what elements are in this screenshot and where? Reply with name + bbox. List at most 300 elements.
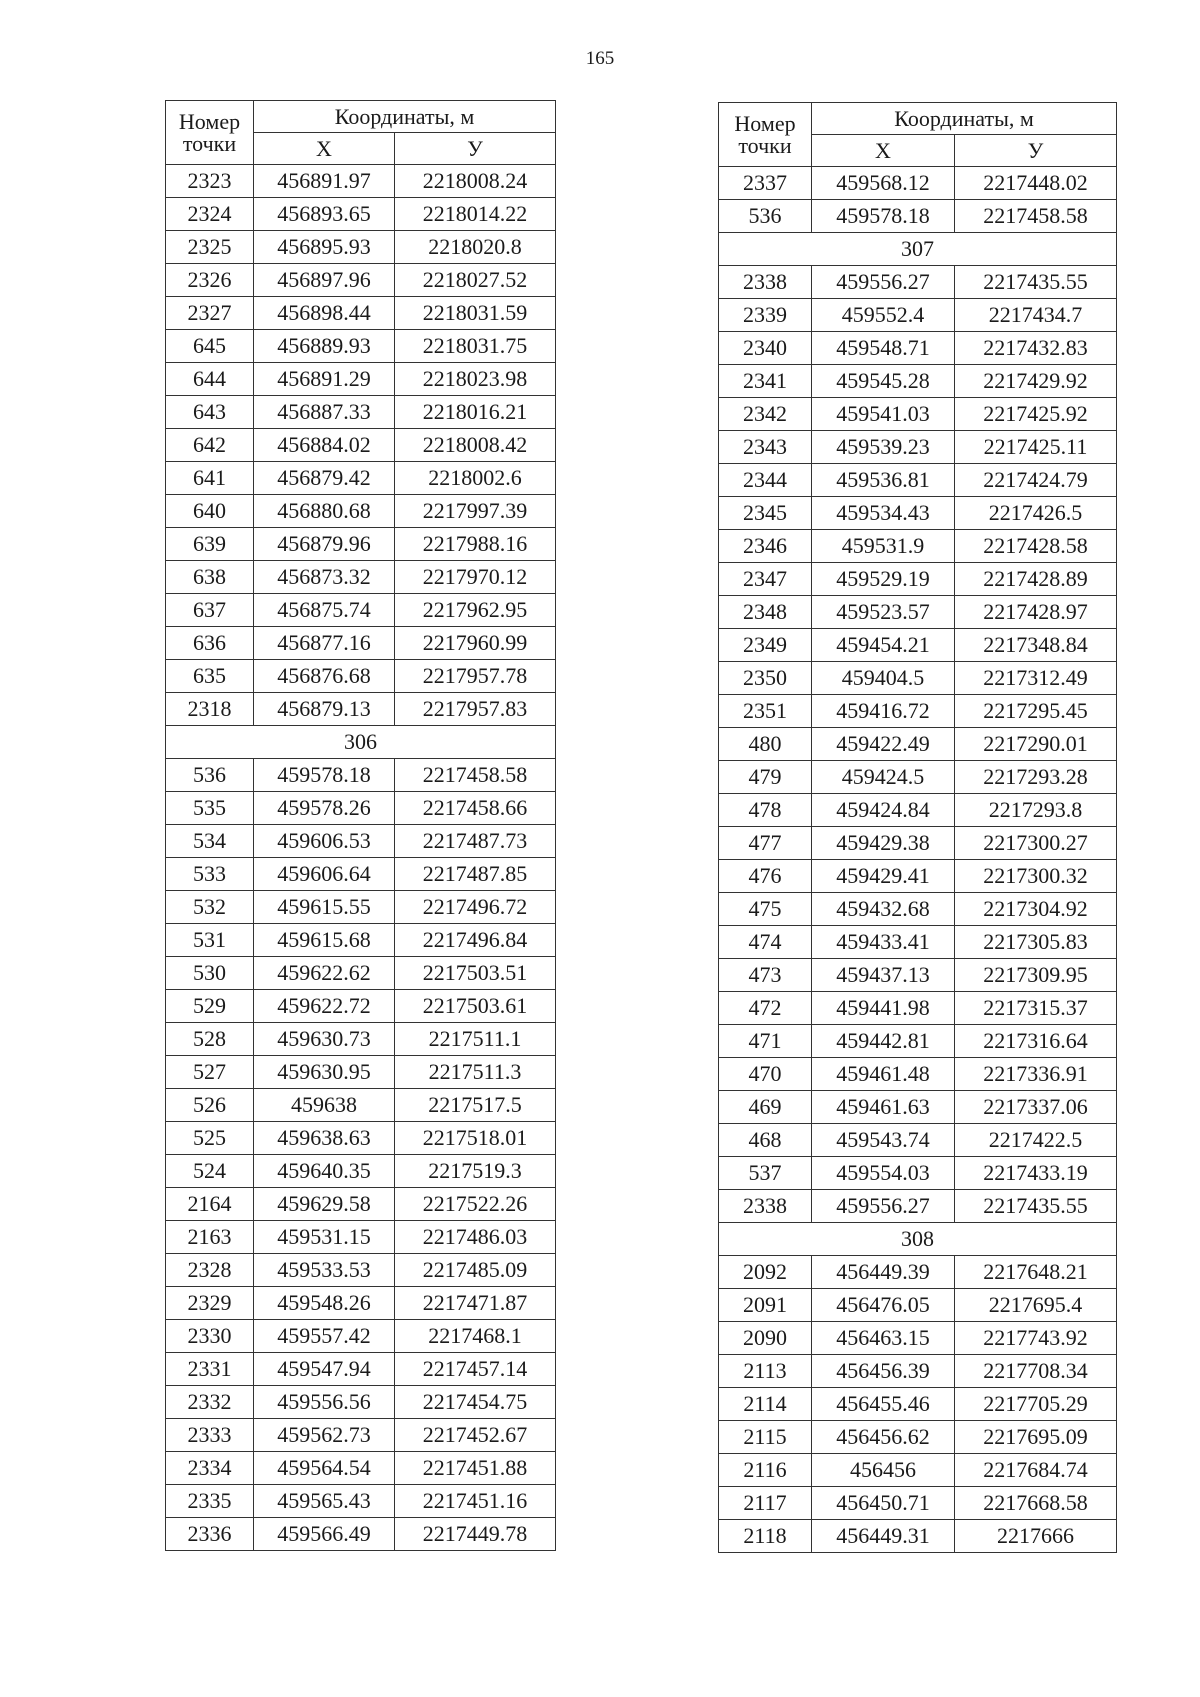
table-row [166,1056,556,1089]
table-row [166,594,556,627]
x-coordinate-cell: 456876.68 [254,660,395,693]
x-coordinate-cell: 459404.5 [812,662,955,695]
point-number-cell: 529 [166,990,254,1023]
y-coordinate-cell: 2218008.24 [395,165,556,198]
x-coordinate-cell: 456456.62 [812,1421,955,1454]
y-header: У [395,133,556,165]
x-coordinate-cell: 459432.68 [812,893,955,926]
table-row [166,231,556,264]
point-number-cell: 2323 [166,165,254,198]
table-row [719,1421,1117,1454]
table-row [166,1254,556,1287]
x-coordinate-cell: 459536.81 [812,464,955,497]
y-coordinate-cell: 2218031.59 [395,297,556,330]
y-coordinate-cell: 2217435.55 [955,266,1117,299]
x-coordinate-cell: 459441.98 [812,992,955,1025]
section-row [166,726,556,759]
point-number-cell: 2348 [719,596,812,629]
table-row [719,266,1117,299]
x-coordinate-cell: 459539.23 [812,431,955,464]
y-coordinate-cell: 2217316.64 [955,1025,1117,1058]
table-row [166,1023,556,1056]
x-coordinate-cell: 459578.26 [254,792,395,825]
x-coordinate-cell: 456880.68 [254,495,395,528]
point-number-cell: 2337 [719,167,812,200]
x-coordinate-cell: 459606.64 [254,858,395,891]
point-number-cell: 638 [166,561,254,594]
x-coordinate-cell: 459543.74 [812,1124,955,1157]
x-coordinate-cell: 456895.93 [254,231,395,264]
table-row [166,165,556,198]
point-number-cell: 2114 [719,1388,812,1421]
table-row [719,1355,1117,1388]
table-row [166,957,556,990]
table-row [719,1025,1117,1058]
y-coordinate-cell: 2217487.85 [395,858,556,891]
point-number-cell: 2113 [719,1355,812,1388]
x-coordinate-cell: 456891.29 [254,363,395,396]
point-number-cell: 2341 [719,365,812,398]
point-number-cell: 2331 [166,1353,254,1386]
point-header-line2: точки [738,132,792,158]
y-coordinate-cell: 2217486.03 [395,1221,556,1254]
x-coordinate-cell: 459433.41 [812,926,955,959]
point-number-cell: 532 [166,891,254,924]
point-number-cell: 2325 [166,231,254,264]
point-number-cell: 525 [166,1122,254,1155]
point-number-cell: 644 [166,363,254,396]
point-number-cell: 2339 [719,299,812,332]
x-coordinate-cell: 456887.33 [254,396,395,429]
y-coordinate-cell: 2217432.83 [955,332,1117,365]
y-coordinate-cell: 2217960.99 [395,627,556,660]
table-row [719,860,1117,893]
y-coordinate-cell: 2218008.42 [395,429,556,462]
x-coordinate-cell: 459541.03 [812,398,955,431]
point-number-cell: 469 [719,1091,812,1124]
x-coordinate-cell: 456455.46 [812,1388,955,1421]
point-number-header [719,103,812,167]
y-coordinate-cell: 2217519.3 [395,1155,556,1188]
table-row [166,792,556,825]
y-coordinate-cell: 2217452.67 [395,1419,556,1452]
x-coordinate-cell: 456893.65 [254,198,395,231]
y-coordinate-cell: 2217305.83 [955,926,1117,959]
y-coordinate-cell: 2217454.75 [395,1386,556,1419]
table-row [166,396,556,429]
point-number-cell: 477 [719,827,812,860]
table-row [166,1122,556,1155]
table-row [166,1155,556,1188]
x-coordinate-cell: 456889.93 [254,330,395,363]
point-number-cell: 2092 [719,1256,812,1289]
y-coordinate-cell: 2217451.16 [395,1485,556,1518]
point-number-header [166,101,254,165]
y-coordinate-cell: 2217300.27 [955,827,1117,860]
point-number-cell: 524 [166,1155,254,1188]
point-number-cell: 640 [166,495,254,528]
x-coordinate-cell: 456879.13 [254,693,395,726]
point-number-cell: 468 [719,1124,812,1157]
point-number-cell: 2090 [719,1322,812,1355]
point-number-cell: 641 [166,462,254,495]
table-row [166,660,556,693]
point-number-cell: 2118 [719,1520,812,1553]
table-row [719,728,1117,761]
x-coordinate-cell: 459534.43 [812,497,955,530]
point-number-cell: 2329 [166,1287,254,1320]
section-label: 306 [166,726,556,759]
y-coordinate-cell: 2217300.32 [955,860,1117,893]
x-coordinate-cell: 456456.39 [812,1355,955,1388]
y-coordinate-cell: 2218027.52 [395,264,556,297]
table-row [719,563,1117,596]
table-row [719,431,1117,464]
table-row [166,429,556,462]
table-row [719,827,1117,860]
y-coordinate-cell: 2217295.45 [955,695,1117,728]
section-row [719,233,1117,266]
point-number-cell: 2346 [719,530,812,563]
table-row [719,1388,1117,1421]
y-coordinate-cell: 2217293.8 [955,794,1117,827]
y-coordinate-cell: 2217705.29 [955,1388,1117,1421]
section-row [719,1223,1117,1256]
table-row [719,1124,1117,1157]
point-number-cell: 645 [166,330,254,363]
table-row [719,200,1117,233]
point-number-cell: 636 [166,627,254,660]
point-header-line1: Номер [178,108,241,134]
y-coordinate-cell: 2217496.72 [395,891,556,924]
table-row [166,759,556,792]
x-coordinate-cell: 459529.19 [812,563,955,596]
point-number-cell: 473 [719,959,812,992]
table-row [166,1320,556,1353]
table-row [719,299,1117,332]
point-number-cell: 2115 [719,1421,812,1454]
y-coordinate-cell: 2217348.84 [955,629,1117,662]
table-row [719,1454,1117,1487]
table-row [166,627,556,660]
table-row [719,398,1117,431]
point-number-cell: 2338 [719,1190,812,1223]
point-number-cell: 535 [166,792,254,825]
x-coordinate-cell: 459454.21 [812,629,955,662]
x-coordinate-cell: 459568.12 [812,167,955,200]
point-number-cell: 537 [719,1157,812,1190]
point-header-line1: Номер [734,110,796,136]
y-coordinate-cell: 2218014.22 [395,198,556,231]
y-header: У [955,135,1117,167]
point-number-cell: 533 [166,858,254,891]
x-coordinate-cell: 459548.71 [812,332,955,365]
y-coordinate-cell: 2217511.3 [395,1056,556,1089]
x-coordinate-cell: 459638.63 [254,1122,395,1155]
table-row [166,891,556,924]
point-number-cell: 2338 [719,266,812,299]
point-number-cell: 478 [719,794,812,827]
point-number-cell: 2326 [166,264,254,297]
table-row [719,596,1117,629]
x-coordinate-cell: 459556.27 [812,266,955,299]
y-coordinate-cell: 2217522.26 [395,1188,556,1221]
table-row [166,198,556,231]
y-coordinate-cell: 2217458.58 [955,200,1117,233]
point-number-cell: 2335 [166,1485,254,1518]
x-coordinate-cell: 459545.28 [812,365,955,398]
table-row [166,858,556,891]
x-coordinate-cell: 456450.71 [812,1487,955,1520]
y-coordinate-cell: 2217708.34 [955,1355,1117,1388]
point-number-cell: 470 [719,1058,812,1091]
table-row [166,990,556,1023]
coordinates-header: Координаты, м [254,101,556,133]
x-coordinate-cell: 459523.57 [812,596,955,629]
point-number-cell: 476 [719,860,812,893]
x-coordinate-cell: 459552.4 [812,299,955,332]
y-coordinate-cell: 2217312.49 [955,662,1117,695]
point-number-cell: 472 [719,992,812,1025]
table-row [166,1221,556,1254]
table-row [719,926,1117,959]
table-row [166,1089,556,1122]
point-number-cell: 2328 [166,1254,254,1287]
y-coordinate-cell: 2217290.01 [955,728,1117,761]
table-row [719,332,1117,365]
y-coordinate-cell: 2217458.58 [395,759,556,792]
x-coordinate-cell: 459422.49 [812,728,955,761]
x-coordinate-cell: 459557.42 [254,1320,395,1353]
point-number-cell: 635 [166,660,254,693]
x-coordinate-cell: 456463.15 [812,1322,955,1355]
coordinates-table-left [165,100,556,1551]
table-row [719,959,1117,992]
point-number-cell: 474 [719,926,812,959]
x-coordinate-cell: 459566.49 [254,1518,395,1551]
x-coordinate-cell: 459606.53 [254,825,395,858]
x-coordinate-cell: 459461.63 [812,1091,955,1124]
table-row [166,1287,556,1320]
table-row [719,1256,1117,1289]
point-number-cell: 2351 [719,695,812,728]
table-row [166,693,556,726]
table-row [166,924,556,957]
point-number-cell: 2344 [719,464,812,497]
y-coordinate-cell: 2217970.12 [395,561,556,594]
table-row [166,330,556,363]
section-label: 307 [719,233,1117,266]
table-row [719,662,1117,695]
point-number-cell: 480 [719,728,812,761]
point-number-cell: 2330 [166,1320,254,1353]
point-number-cell: 2163 [166,1221,254,1254]
x-coordinate-cell: 456877.16 [254,627,395,660]
table-row [166,1353,556,1386]
point-number-cell: 528 [166,1023,254,1056]
point-number-cell: 536 [166,759,254,792]
y-coordinate-cell: 2217503.51 [395,957,556,990]
y-coordinate-cell: 2217336.91 [955,1058,1117,1091]
y-coordinate-cell: 2217517.5 [395,1089,556,1122]
x-coordinate-cell: 459437.13 [812,959,955,992]
y-coordinate-cell: 2217435.55 [955,1190,1117,1223]
point-header-line2: точки [182,130,237,156]
point-number-cell: 2340 [719,332,812,365]
table-row [719,695,1117,728]
point-number-cell: 2091 [719,1289,812,1322]
x-coordinate-cell: 456897.96 [254,264,395,297]
point-number-cell: 2332 [166,1386,254,1419]
y-coordinate-cell: 2217471.87 [395,1287,556,1320]
table-row [166,297,556,330]
point-number-cell: 471 [719,1025,812,1058]
y-coordinate-cell: 2217684.74 [955,1454,1117,1487]
y-coordinate-cell: 2217428.97 [955,596,1117,629]
table-row [719,1058,1117,1091]
point-number-cell: 2350 [719,662,812,695]
x-coordinate-cell: 459424.5 [812,761,955,794]
x-coordinate-cell: 459565.43 [254,1485,395,1518]
x-coordinate-cell: 459547.94 [254,1353,395,1386]
table-row [719,1322,1117,1355]
y-coordinate-cell: 2218020.8 [395,231,556,264]
point-number-cell: 2334 [166,1452,254,1485]
table-row [166,264,556,297]
y-coordinate-cell: 2217337.06 [955,1091,1117,1124]
x-coordinate-cell: 456891.97 [254,165,395,198]
x-coordinate-cell: 459416.72 [812,695,955,728]
table-row [719,1190,1117,1223]
x-coordinate-cell: 459461.48 [812,1058,955,1091]
x-coordinate-cell: 459556.27 [812,1190,955,1223]
table-row [719,1289,1117,1322]
y-coordinate-cell: 2217485.09 [395,1254,556,1287]
y-coordinate-cell: 2218016.21 [395,396,556,429]
y-coordinate-cell: 2217315.37 [955,992,1117,1025]
y-coordinate-cell: 2217304.92 [955,893,1117,926]
y-coordinate-cell: 2217428.89 [955,563,1117,596]
x-coordinate-cell: 456884.02 [254,429,395,462]
y-coordinate-cell: 2217518.01 [395,1122,556,1155]
table-row [719,167,1117,200]
point-number-cell: 2117 [719,1487,812,1520]
table-row [166,1419,556,1452]
y-coordinate-cell: 2217666 [955,1520,1117,1553]
x-coordinate-cell: 459638 [254,1089,395,1122]
y-coordinate-cell: 2217449.78 [395,1518,556,1551]
coordinates-header: Координаты, м [812,103,1117,135]
x-coordinate-cell: 459562.73 [254,1419,395,1452]
point-number-cell: 536 [719,200,812,233]
x-coordinate-cell: 459640.35 [254,1155,395,1188]
x-coordinate-cell: 459424.84 [812,794,955,827]
point-number-cell: 534 [166,825,254,858]
point-number-cell: 527 [166,1056,254,1089]
y-coordinate-cell: 2217426.5 [955,497,1117,530]
x-coordinate-cell: 459630.73 [254,1023,395,1056]
point-number-cell: 531 [166,924,254,957]
table-row [719,464,1117,497]
table-row [166,1518,556,1551]
table-row [719,761,1117,794]
x-coordinate-cell: 456879.96 [254,528,395,561]
y-coordinate-cell: 2217451.88 [395,1452,556,1485]
y-coordinate-cell: 2218031.75 [395,330,556,363]
y-coordinate-cell: 2217457.14 [395,1353,556,1386]
x-coordinate-cell: 456873.32 [254,561,395,594]
x-coordinate-cell: 459531.15 [254,1221,395,1254]
point-number-cell: 2327 [166,297,254,330]
table-row [719,794,1117,827]
point-number-cell: 2333 [166,1419,254,1452]
table-row [719,497,1117,530]
y-coordinate-cell: 2217695.4 [955,1289,1117,1322]
point-number-cell: 2116 [719,1454,812,1487]
y-coordinate-cell: 2217448.02 [955,167,1117,200]
x-coordinate-cell: 459615.68 [254,924,395,957]
section-label: 308 [719,1223,1117,1256]
x-coordinate-cell: 459554.03 [812,1157,955,1190]
x-coordinate-cell: 456456 [812,1454,955,1487]
x-coordinate-cell: 459531.9 [812,530,955,563]
point-number-cell: 2336 [166,1518,254,1551]
x-coordinate-cell: 459533.53 [254,1254,395,1287]
table-row [166,363,556,396]
point-number-cell: 637 [166,594,254,627]
y-coordinate-cell: 2217957.78 [395,660,556,693]
point-number-cell: 2343 [719,431,812,464]
y-coordinate-cell: 2217293.28 [955,761,1117,794]
table-row [719,992,1117,1025]
y-coordinate-cell: 2217503.61 [395,990,556,1023]
y-coordinate-cell: 2217428.58 [955,530,1117,563]
y-coordinate-cell: 2217511.1 [395,1023,556,1056]
x-coordinate-cell: 459556.56 [254,1386,395,1419]
y-coordinate-cell: 2217309.95 [955,959,1117,992]
y-coordinate-cell: 2217962.95 [395,594,556,627]
point-number-cell: 2318 [166,693,254,726]
x-coordinate-cell: 456875.74 [254,594,395,627]
x-coordinate-cell: 459442.81 [812,1025,955,1058]
y-coordinate-cell: 2217957.83 [395,693,556,726]
table-row [166,1386,556,1419]
point-number-cell: 2347 [719,563,812,596]
y-coordinate-cell: 2217668.58 [955,1487,1117,1520]
y-coordinate-cell: 2217997.39 [395,495,556,528]
point-number-cell: 2345 [719,497,812,530]
x-coordinate-cell: 456879.42 [254,462,395,495]
point-number-cell: 2349 [719,629,812,662]
table-body-right [719,167,1117,1553]
table-row [166,1188,556,1221]
y-coordinate-cell: 2218023.98 [395,363,556,396]
point-number-cell: 475 [719,893,812,926]
y-coordinate-cell: 2217422.5 [955,1124,1117,1157]
point-number-cell: 530 [166,957,254,990]
y-coordinate-cell: 2217468.1 [395,1320,556,1353]
x-coordinate-cell: 459622.62 [254,957,395,990]
y-coordinate-cell: 2217425.11 [955,431,1117,464]
x-coordinate-cell: 459548.26 [254,1287,395,1320]
table-row [719,530,1117,563]
y-coordinate-cell: 2217433.19 [955,1157,1117,1190]
y-coordinate-cell: 2218002.6 [395,462,556,495]
point-number-cell: 479 [719,761,812,794]
table-row [719,893,1117,926]
y-coordinate-cell: 2217988.16 [395,528,556,561]
x-coordinate-cell: 456898.44 [254,297,395,330]
